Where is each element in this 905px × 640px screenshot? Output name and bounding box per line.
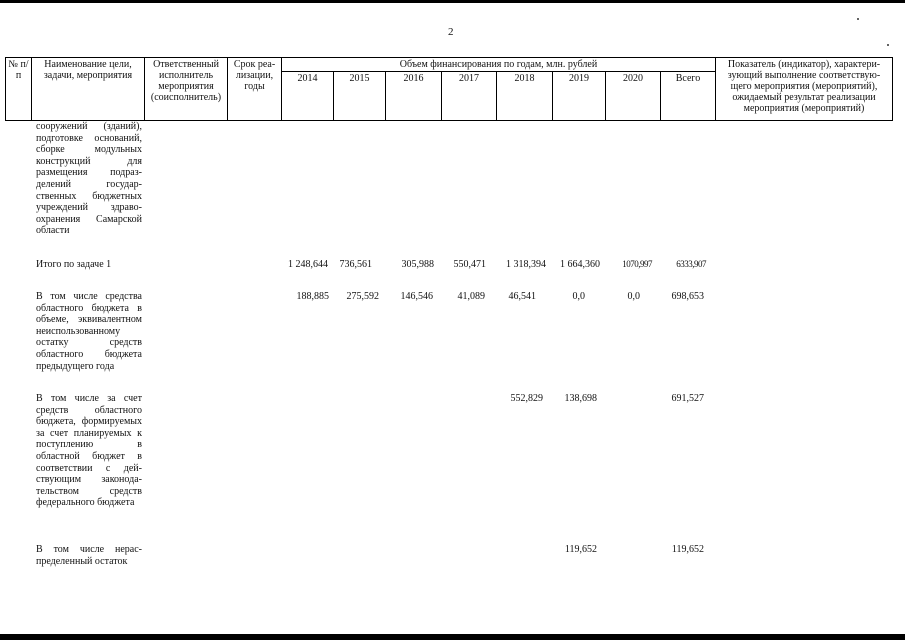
table-header [5,57,893,121]
year-header: 2017 [442,72,497,121]
value-cell: 0,0 [627,291,640,302]
value-cell: 119,652 [564,544,597,555]
value-cell: 1 248,644 [288,259,328,270]
total-header: Всего [661,72,716,121]
row-description: сооружений (зданий), подготовке оснований, сборке модульных конструкций для размещения подразделений государственных бюджетных учреждений здравоохранения Самарской области [36,121,142,237]
value-cell: 552,829 [510,393,543,404]
value-cell: 305,988 [401,259,434,270]
row-description: В том числе средства областного бюджета в объеме, эквивалентном неиспользованному остатку средств областного бюджета предыдущего года [36,291,142,372]
column-header-responsible: Ответственный исполнитель мероприятия (соисполнитель) [145,58,228,121]
scan-speck [857,18,859,20]
column-header-indicator: Показатель (индикатор), характери-зующий выполнение соответствую-щего мероприятия (мероприятий), ожидаемый результат реализации мероприятия (мероприятий) [716,58,893,121]
total-cell: 119,652 [671,544,704,555]
total-cell: 698,653 [671,291,704,302]
year-header: 2018 [497,72,553,121]
column-header-funding: Объем финансирования по годам, млн. рублей [282,58,716,72]
year-header: 2014 [282,72,334,121]
top-border [0,0,905,3]
column-header-name: Наименование цели, задачи, мероприятия [32,58,145,121]
row-description: В том числе нераспределенный остаток [36,544,142,567]
row-description: В том числе за счет средств областного бюджета, формируемых за счет планируемых к поступлению в областной бюджет в соответствии с действующим законодательством средств федерального бюджета [36,393,142,509]
value-cell: 146,546 [400,291,433,302]
value-cell: 41,089 [457,291,485,302]
value-cell: 550,471 [453,259,486,270]
total-cell: 691,527 [671,393,704,404]
value-cell: 1070,997 [622,259,652,269]
year-header: 2016 [386,72,442,121]
column-header-term: Срок реа-лизации, годы [228,58,282,121]
value-cell: 46,541 [508,291,536,302]
value-cell: 188,885 [296,291,329,302]
value-cell: 1 664,360 [560,259,600,270]
value-cell: 275,592 [346,291,379,302]
value-cell: 736,561 [339,259,372,270]
value-cell: 0,0 [572,291,585,302]
row-description: Итого по задаче 1 [36,259,112,270]
total-cell: 6333,907 [676,259,706,269]
value-cell: 138,698 [564,393,597,404]
year-header: 2020 [606,72,661,121]
year-header: 2015 [334,72,386,121]
page-number: 2 [448,26,454,38]
year-header: 2019 [553,72,606,121]
scan-speck [887,44,889,46]
value-cell: 1 318,394 [506,259,546,270]
column-header-number: № п/п [6,58,32,121]
bottom-border [0,634,905,640]
